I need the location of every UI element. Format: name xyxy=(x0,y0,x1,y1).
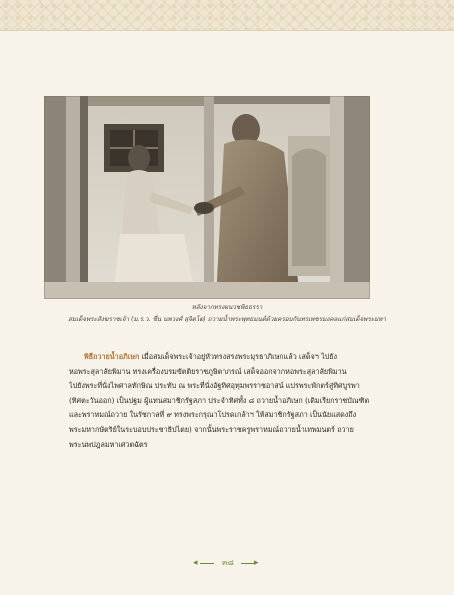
photo-caption-description: สมเด็จพระสังฆราชเจ้า (ม.ร.ว. ชื่น นพวงศ์ สุจิตโต) ถวายน้ำพระพุทธมนต์ด้วยครอบกันทรเพชรมงคลแก่สมเด็จพระมหา xyxy=(68,316,386,323)
body-line-4: (ทิศตะวันออก) เป็นปฐม ผู้แทนสมาชิกรัฐสภา ประจำทิศทั้ง ๘ ถวายน้ำอภิเษก (เดิมเรียกราชบัณฑิต xyxy=(69,395,370,405)
body-line-3: ไปยังพระที่นั่งไพศาลทักษิณ ประทับ ณ พระที่นั่งอัฐทิศอุทุมพรราชอาสน์ แปรพระพักตร์สู่ทิศบูรพา xyxy=(69,381,360,391)
decorative-header-band xyxy=(0,0,454,31)
body-paragraph xyxy=(69,350,401,452)
footer-rule-right xyxy=(241,563,255,564)
page-number: ๓๘ xyxy=(222,558,234,567)
footer-rule-left xyxy=(200,563,214,564)
body-line-5: และพราหมณ์ถวาย ในรัชกาลที่ ๙ ทรงพระกรุณาโปรดเกล้าฯ ให้สมาชิกรัฐสภา เป็นนัยแสดงถึง xyxy=(69,410,357,420)
arrow-right-ornament-icon: ▸ xyxy=(254,558,259,568)
page-footer xyxy=(0,555,454,571)
arrow-left-ornament-icon: ◂ xyxy=(193,558,198,568)
ceremony-photograph xyxy=(44,96,370,299)
body-line-6: พระมหากษัตริย์ในระบอบประชาธิปไตย) จากนั้นพระราชครูพราหมณ์ถวายน้ำเทพมนตร์ ถวาย xyxy=(69,424,354,434)
body-line-1-text: เมื่อสมเด็จพระเจ้าอยู่หัวทรงสรงพระมุรธาภิเษกแล้ว เสด็จฯ ไปยัง xyxy=(139,352,337,361)
body-line-7: พระนพปฎลมหาเศวตฉัตร xyxy=(69,439,148,449)
body-line-2: หอพระสุลาลัยพิมาน ทรงเครื่องบรมขัตติยราชภูษิตาภรณ์ เสด็จออกจากหอพระสุลาลัยพิมาน xyxy=(69,366,347,376)
body-line-1 xyxy=(69,350,401,365)
photo-caption-title: หลังจากทรงผนวชพิธธรรา xyxy=(191,304,263,311)
highlight-term: พิธีถวายน้ำอภิเษก xyxy=(84,352,140,361)
